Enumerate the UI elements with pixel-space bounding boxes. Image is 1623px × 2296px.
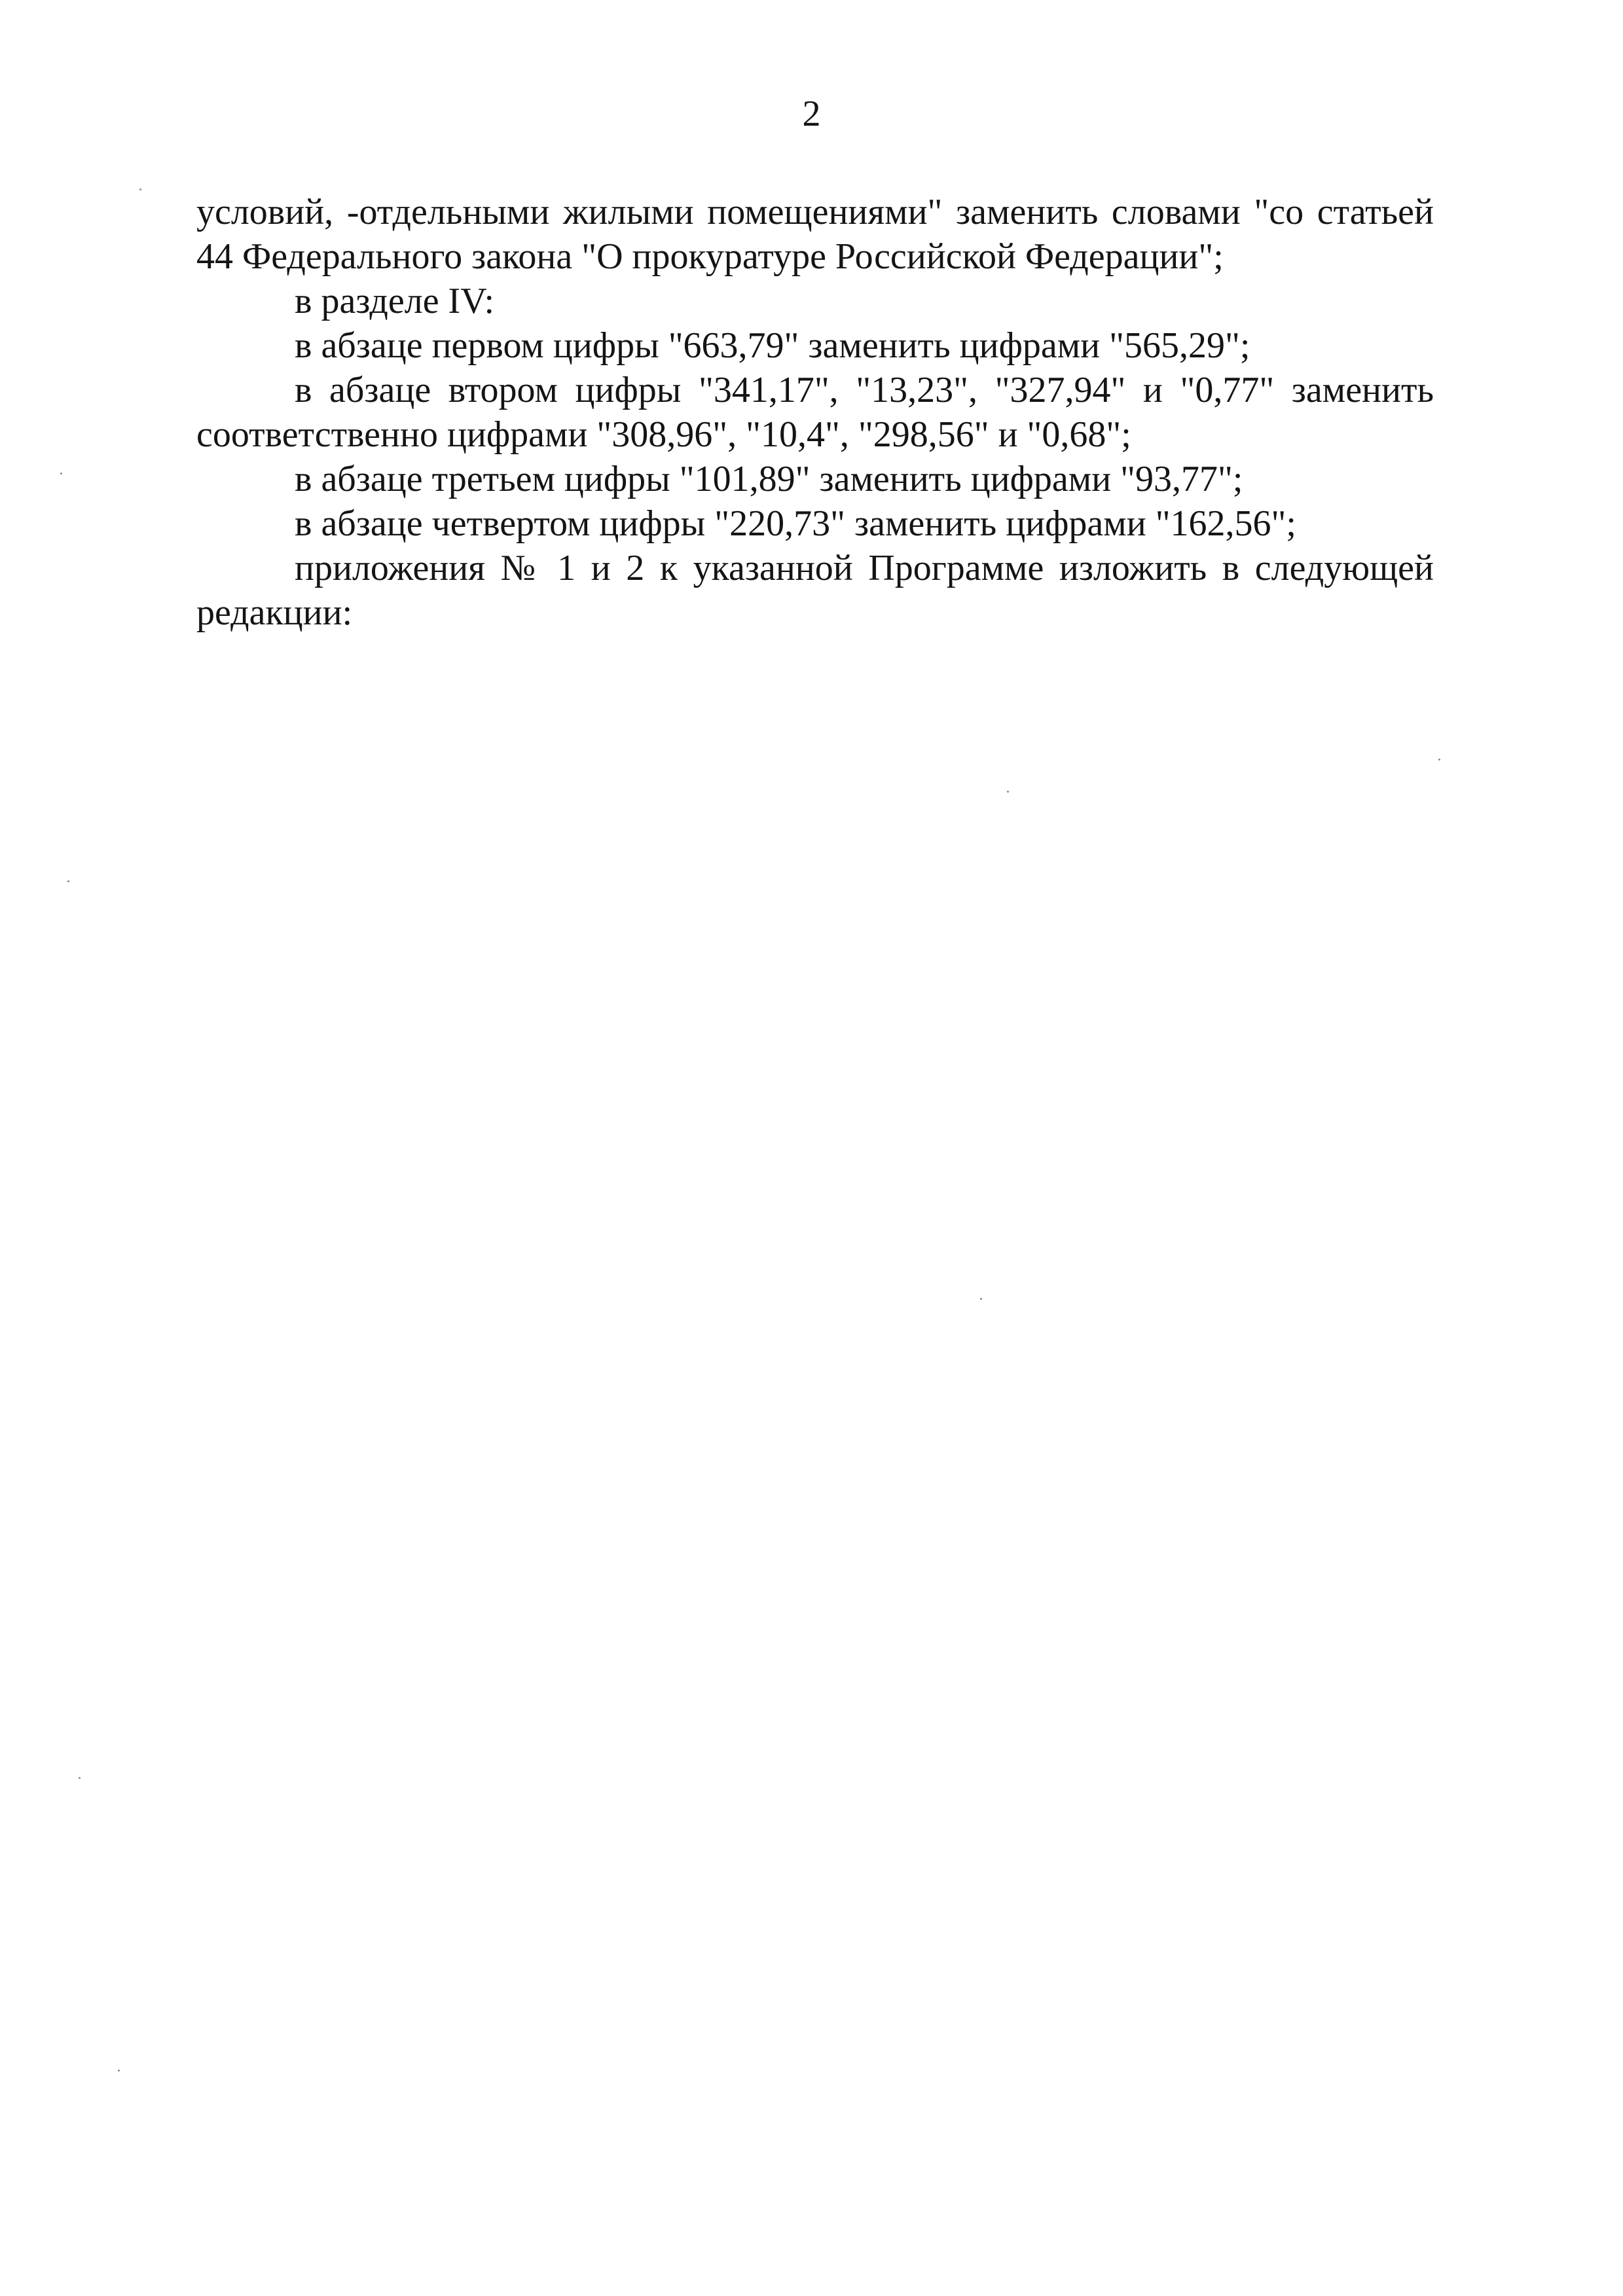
page-number: 2 — [802, 94, 821, 134]
paragraph-appendices: приложения № 1 и 2 к указанной Программе изложить в следующей редакции: — [196, 548, 1434, 633]
scan-speck — [60, 473, 62, 475]
document-body — [196, 190, 1434, 635]
scan-speck — [1007, 791, 1009, 793]
paragraph-fourth-abzac: в абзаце четвертом цифры "220,73" заменить цифрами "162,56"; — [295, 503, 1296, 544]
scan-speck — [67, 880, 69, 882]
scan-speck — [79, 1777, 81, 1779]
scan-speck — [1438, 759, 1440, 761]
scan-speck — [118, 2070, 120, 2072]
scan-speck — [139, 188, 141, 190]
paragraph-third-abzac: в абзаце третьем цифры "101,89" заменить цифрами "93,77"; — [295, 459, 1243, 499]
scan-speck — [980, 1298, 982, 1300]
paragraph-second-abzac: в абзаце втором цифры "341,17", "13,23", "327,94" и "0,77" заменить соответственно цифрами "308,96", "10,4", "298,56" и "0,68"; — [196, 370, 1434, 455]
paragraph-first-abzac: в абзаце первом цифры "663,79" заменить цифрами "565,29"; — [295, 325, 1250, 366]
paragraph-continuation: условий, ‐отдельными жилыми помещениями" заменить словами "со статьей 44 Федерального закона "О прокуратуре Российской Федерации"; — [196, 192, 1434, 277]
paragraph-section-iv: в разделе IV: — [295, 281, 495, 321]
